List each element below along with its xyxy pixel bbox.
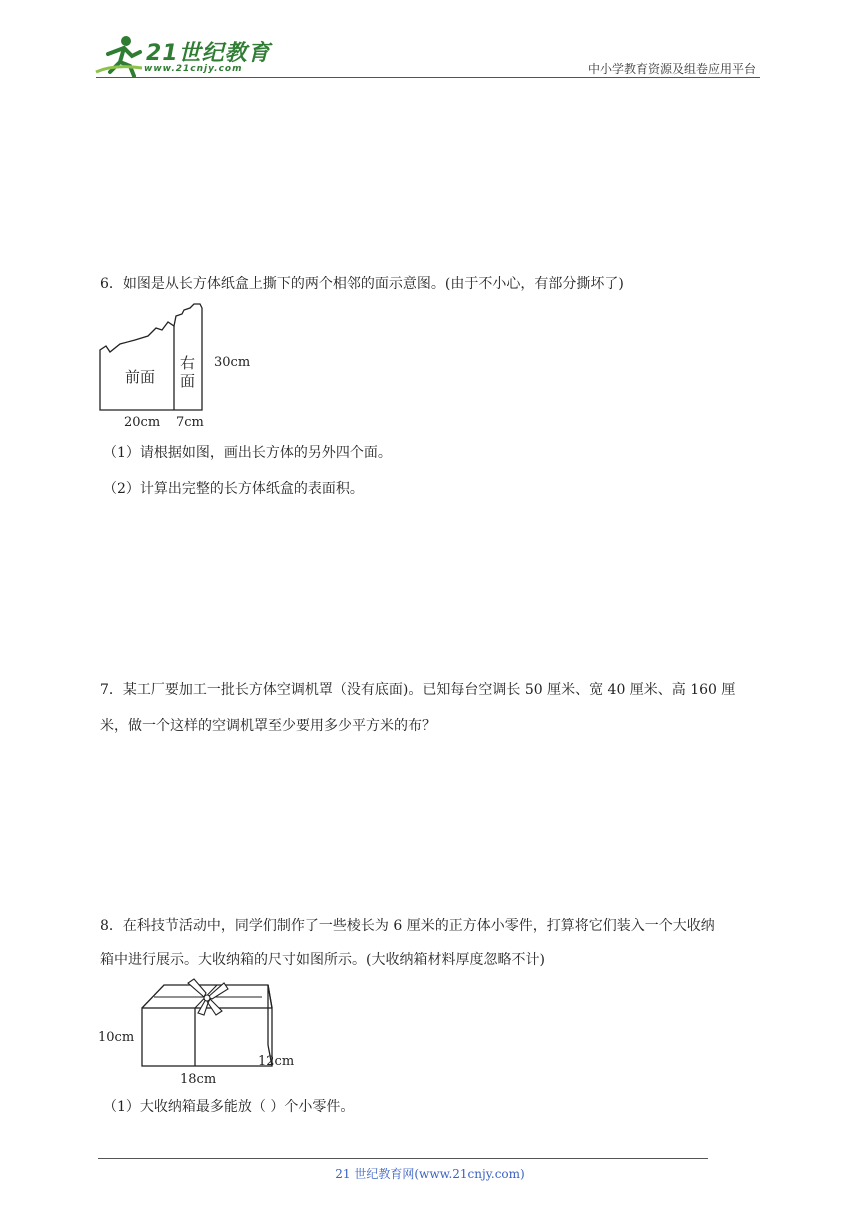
box-width-label: 12cm: [258, 1054, 295, 1069]
right-width-label: 7cm: [176, 415, 204, 430]
platform-name: 中小学教育资源及组卷应用平台: [587, 62, 756, 76]
right-face-label-1: 右: [180, 354, 196, 372]
front-width-label: 20cm: [124, 415, 161, 430]
footer-text: 21 世纪教育网(www.21cnjy.com): [335, 1167, 525, 1181]
question-8-line-1: 8．在科技节活动中，同学们制作了一些棱长为 6 厘米的正方体小零件，打算将它们装入一个大收纳: [100, 918, 715, 934]
question-6-text: 6．如图是从长方体纸盒上撕下的两个相邻的面示意图。(由于不小心，有部分撕坏了): [100, 276, 624, 292]
question-8-box-figure: [92, 975, 312, 1090]
logo-text: 21世纪教育: [146, 41, 271, 66]
question-7-line-2: 米，做一个这样的空调机罩至少要用多少平方米的布？: [100, 718, 436, 734]
runner-logo-icon: [94, 34, 146, 78]
question-7-line-1: 7．某工厂要加工一批长方体空调机罩（没有底面)。已知每台空调长 50 厘米、宽 40 厘米、高 160 厘: [100, 682, 736, 698]
question-6-figure: [90, 300, 270, 435]
box-height-label: 10cm: [98, 1030, 135, 1045]
header-divider: [96, 77, 760, 78]
question-6-part-2: （2）计算出完整的长方体纸盒的表面积。: [103, 481, 364, 497]
footer-divider: [98, 1158, 708, 1159]
question-8-part-1: （1）大收纳箱最多能放（ ）个小零件。: [103, 1099, 355, 1115]
height-label: 30cm: [214, 355, 251, 370]
box-length-label: 18cm: [180, 1072, 217, 1087]
question-6-part-1: （1）请根据如图，画出长方体的另外四个面。: [103, 445, 392, 461]
right-face-label-2: 面: [180, 372, 196, 390]
question-8-line-2: 箱中进行展示。大收纳箱的尺寸如图所示。(大收纳箱材料厚度忽略不计): [100, 952, 545, 968]
front-face-label: 前面: [125, 368, 156, 386]
logo-url: www.21cnjy.com: [144, 64, 243, 74]
